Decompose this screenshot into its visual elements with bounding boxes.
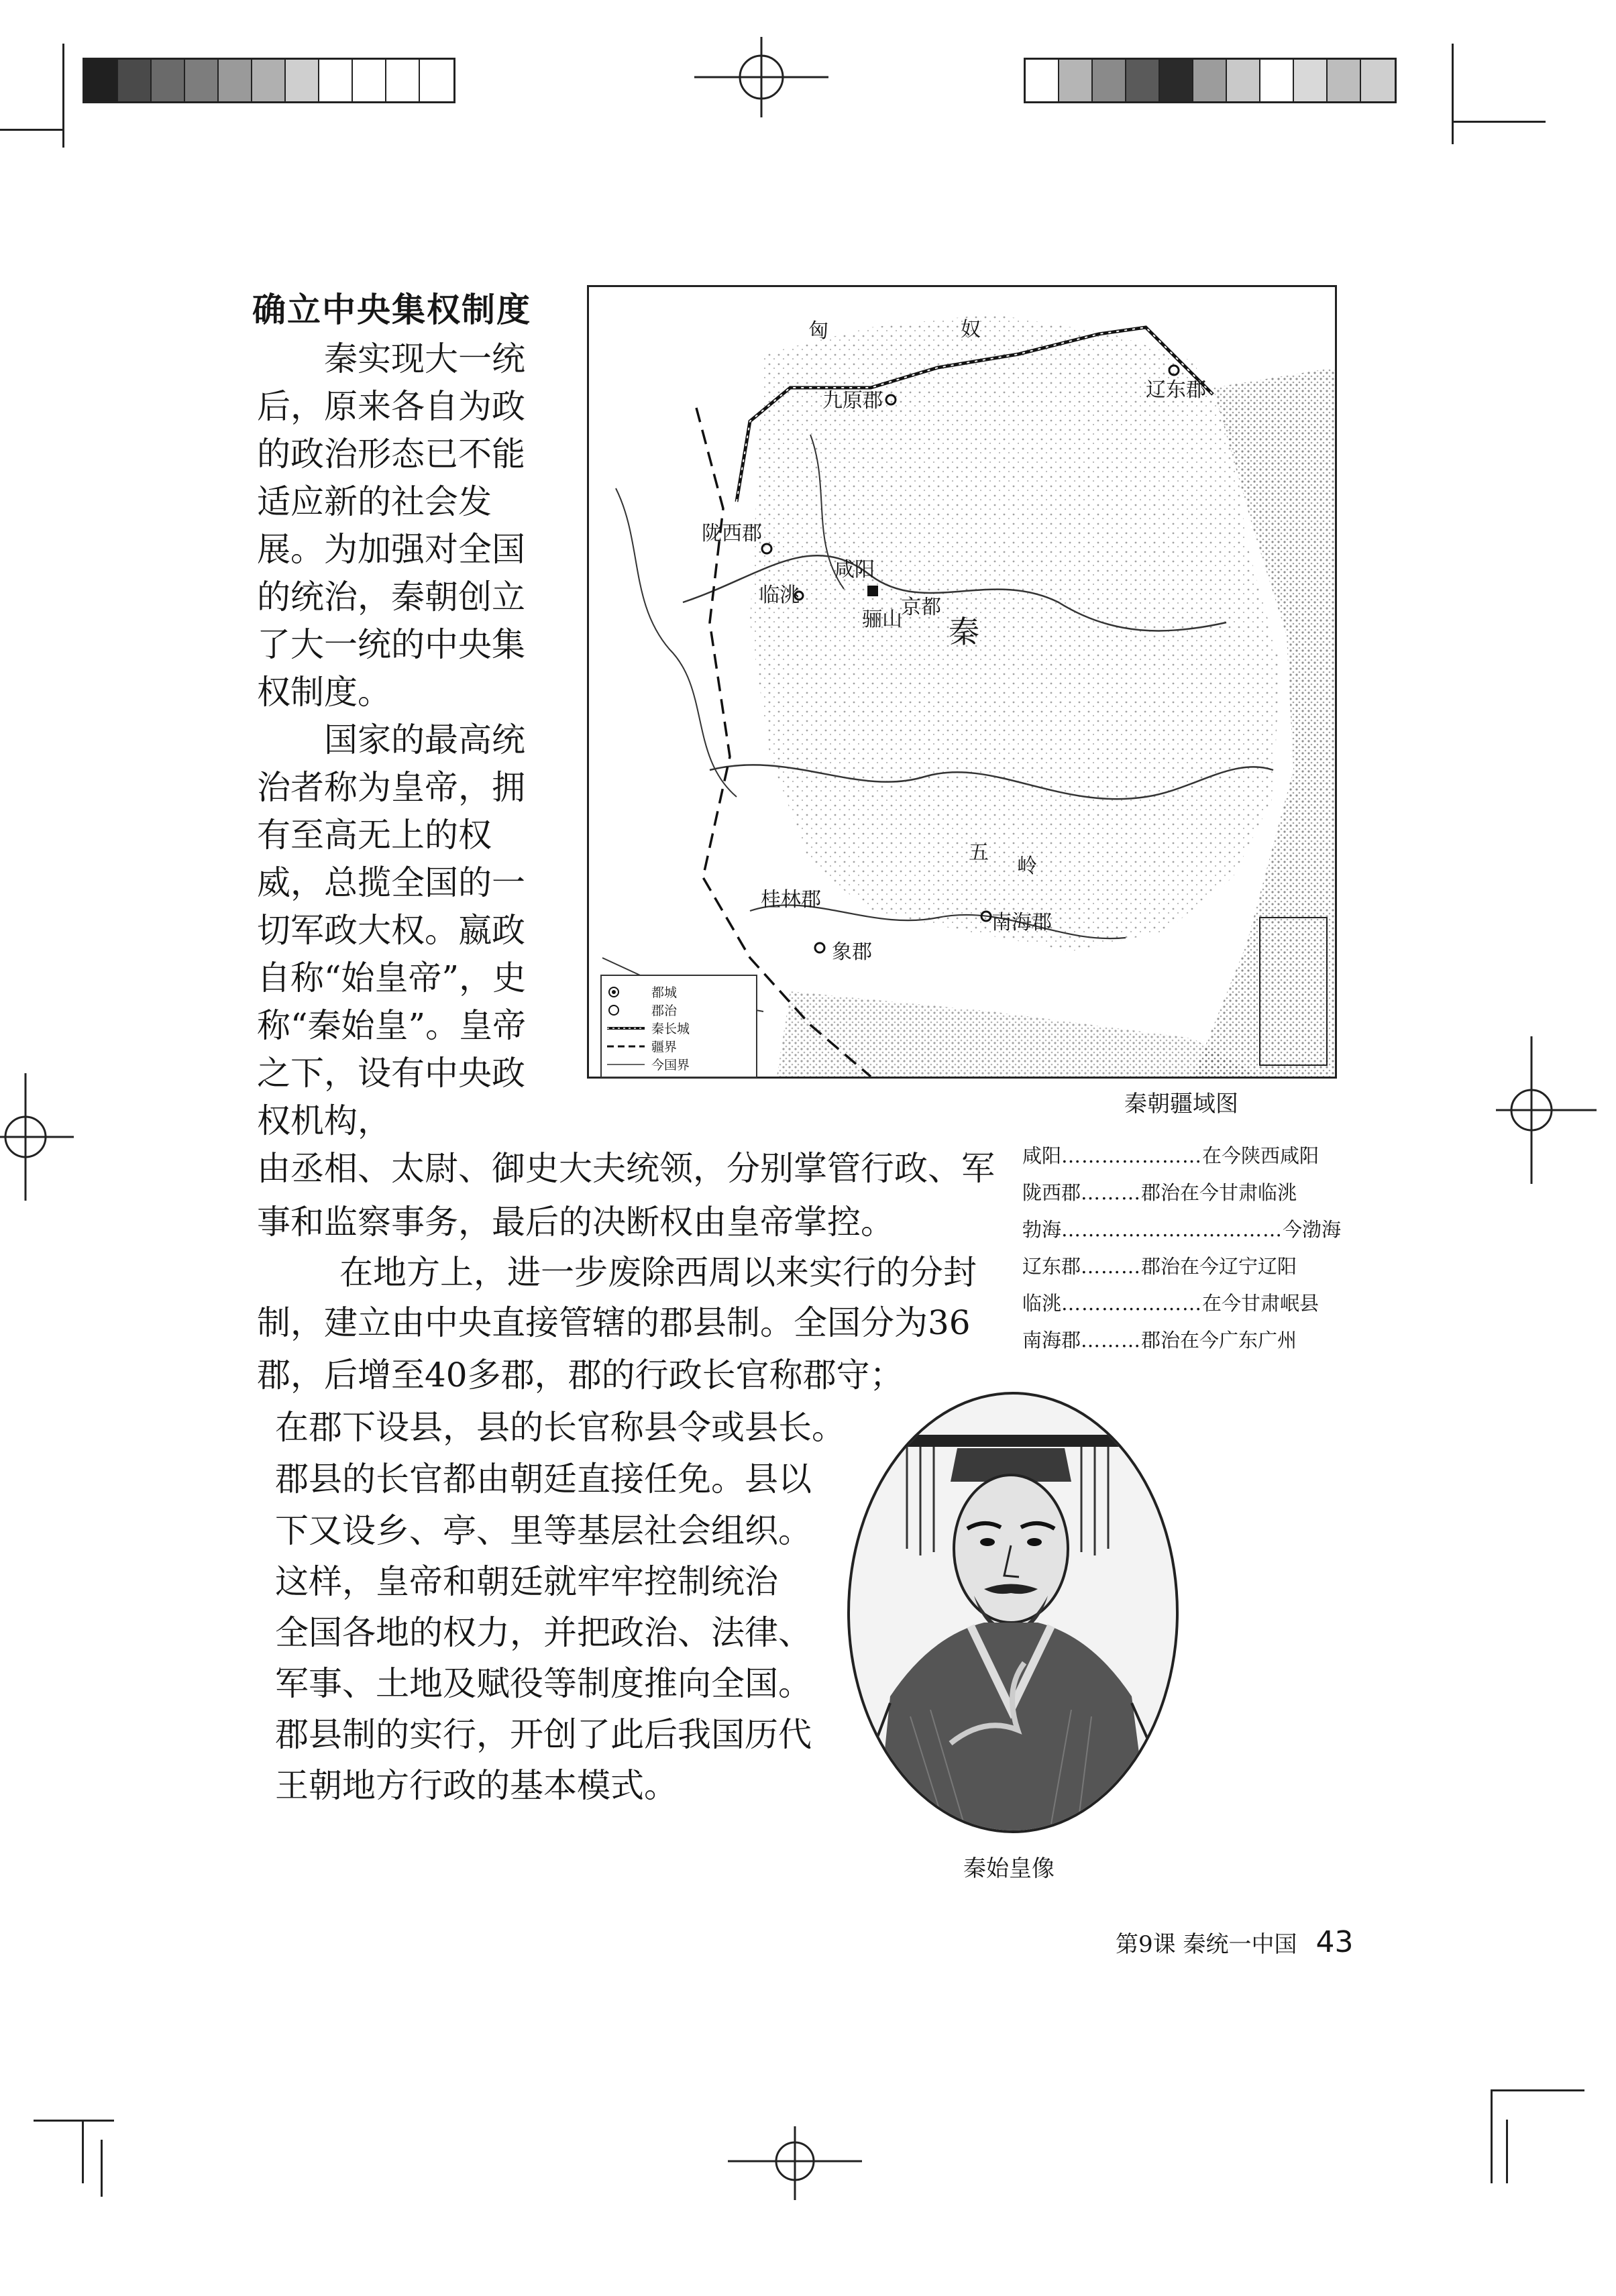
- paragraph-3-line: 下又设乡、亭、里等基层社会组织。: [275, 1511, 812, 1550]
- crop-mark: [82, 2120, 84, 2183]
- legend-item: 郡治: [607, 1001, 677, 1019]
- registration-mark-icon: [1496, 1036, 1616, 1184]
- registration-mark-icon: [694, 37, 828, 117]
- paragraph-3-line: 郡，后增至40多郡，郡的行政长官称郡守；: [257, 1356, 904, 1395]
- great-wall-icon: [607, 1022, 645, 1034]
- crop-mark: [62, 44, 64, 148]
- crop-mark: [1506, 2120, 1508, 2183]
- paragraph-3-line: 这样，皇帝和朝廷就牢牢控制统治: [275, 1562, 778, 1601]
- map-legend: [600, 975, 757, 1078]
- map-label-xiongnu: 匈: [808, 319, 828, 343]
- color-bar-right: [1024, 58, 1397, 103]
- capital-icon: [867, 586, 878, 596]
- legend-item: 都城: [607, 983, 677, 1001]
- map-label-longxi: 陇西郡: [702, 522, 762, 545]
- place-name-notes: [1022, 1138, 1341, 1359]
- paragraph-3-line: 王朝地方行政的基本模式。: [275, 1766, 678, 1805]
- map-label-ling: 岭: [1017, 855, 1037, 878]
- map-label-lintao: 临洮: [759, 584, 800, 607]
- portrait-illustration: [850, 1395, 1176, 1830]
- qin-shi-huang-portrait: [847, 1392, 1179, 1833]
- color-bar-left: [83, 58, 455, 103]
- paragraph-3-line: 郡县制的实行，开创了此后我国历代: [275, 1715, 812, 1754]
- paragraph-3-line: 郡县的长官都由朝廷直接任免。县以: [275, 1460, 812, 1498]
- paragraph-1: 秦实现大一统后，原来各自为政的政治形态已不能适应新的社会发展。为加强对全国的统治，秦朝创立了大一统的中央集权制度。: [257, 339, 525, 712]
- qin-territory-map: [587, 285, 1337, 1079]
- crop-mark: [0, 129, 64, 131]
- map-label-jiuyuan: 九原郡: [822, 389, 883, 413]
- paragraph-column: [257, 335, 545, 1145]
- border-line-icon: [607, 1040, 645, 1052]
- lesson-title: 第9课 秦统一中国: [1116, 1931, 1297, 1958]
- map-drawing: [589, 287, 1335, 1077]
- map-label-nanhai: 南海郡: [991, 911, 1052, 934]
- map-caption: 秦朝疆域图: [1124, 1091, 1238, 1117]
- page-number: 43: [1315, 1925, 1354, 1959]
- paragraph-3-line: 在地方上，进一步废除西周以来实行的分封: [339, 1253, 977, 1292]
- map-label-wu: 五: [969, 841, 989, 865]
- map-label-xiongnu: 奴: [961, 318, 981, 341]
- section-heading: 确立中央集权制度: [252, 290, 531, 329]
- crop-mark: [34, 2120, 114, 2122]
- paragraph-3-line: 制，建立由中央直接管辖的郡县制。全国分为36: [257, 1303, 971, 1342]
- map-label-guilin: 桂林郡: [761, 888, 821, 912]
- note-row: 临洮…………………在今甘肃岷县: [1022, 1292, 1319, 1315]
- registration-mark-icon: [0, 1073, 74, 1201]
- portrait-caption: 秦始皇像: [963, 1855, 1055, 1882]
- map-label-xiang: 象郡: [832, 940, 872, 964]
- registration-mark-icon: [728, 2126, 862, 2200]
- legend-item: 秦长城: [607, 1019, 690, 1037]
- crop-mark: [101, 2140, 103, 2197]
- crop-mark: [1452, 121, 1546, 123]
- paragraph-3-line: 军事、土地及赋役等制度推向全国。: [275, 1664, 812, 1703]
- note-row: 南海郡………郡治在今广东广州: [1022, 1329, 1297, 1352]
- note-row: 勃海……………………………今渤海: [1022, 1218, 1342, 1241]
- map-label-qin: 秦: [949, 614, 979, 650]
- legend-item: 今国界: [607, 1055, 690, 1073]
- modern-border-icon: [607, 1058, 645, 1071]
- prefecture-seat-icon: [815, 943, 824, 952]
- note-row: 辽东郡………郡治在今辽宁辽阳: [1022, 1255, 1297, 1278]
- paragraph-3-line: 全国各地的权力，并把政治、法律、: [275, 1613, 812, 1652]
- page-footer: [1116, 1925, 1353, 1959]
- note-row: 咸阳…………………在今陕西咸阳: [1022, 1144, 1319, 1167]
- map-label-jingdu: 京都: [901, 596, 941, 619]
- prefecture-seat-icon: [607, 1004, 645, 1016]
- paragraph-2-line: 由丞相、太尉、御史大夫统领，分别掌管行政、军: [257, 1149, 995, 1188]
- paragraph-2-line: 事和监察事务，最后的决断权由皇帝掌控。: [257, 1203, 894, 1242]
- note-row: 陇西郡………郡治在今甘肃临洮: [1022, 1181, 1297, 1204]
- map-label-lishan: 骊山: [862, 608, 902, 631]
- map-label-liaodong: 辽东郡: [1146, 378, 1206, 402]
- capital-icon: [607, 986, 645, 998]
- crop-mark: [1491, 2089, 1493, 2183]
- paragraph-3-line: 在郡下设县，县的长官称县令或县长。: [275, 1408, 845, 1447]
- crop-mark: [1491, 2089, 1584, 2091]
- map-label-xianyang: 咸阳: [834, 558, 875, 582]
- crop-mark: [1452, 44, 1454, 144]
- legend-item: 疆界: [607, 1037, 677, 1055]
- paragraph-2: 国家的最高统治者称为皇帝，拥有至高无上的权威，总揽全国的一切军政大权。嬴政自称“始皇帝”，史称“秦始皇”。皇帝之下，设有中央政权机构，: [257, 720, 527, 1140]
